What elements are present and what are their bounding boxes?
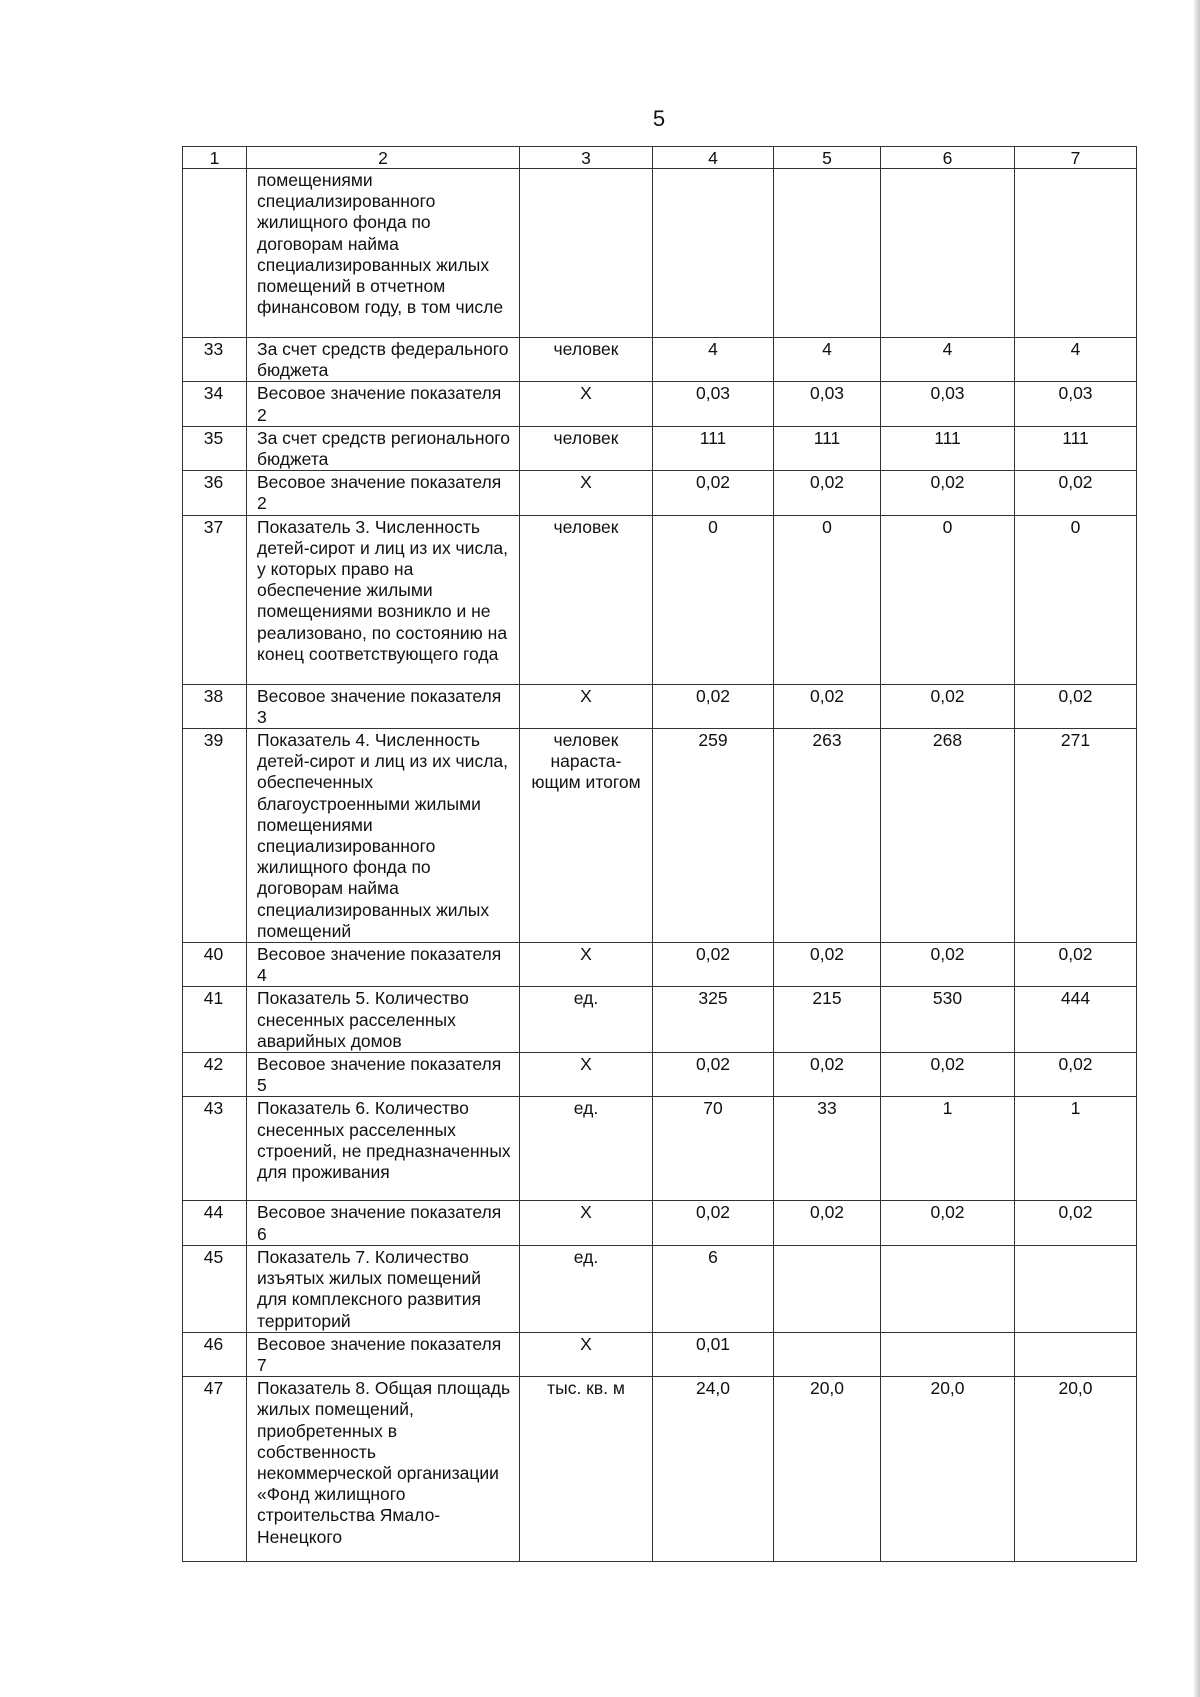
unit-cell: X [520,684,653,728]
value-cell: 0,03 [1015,382,1137,426]
table-header-row [183,147,1137,169]
page-edge-shadow [1194,0,1200,1697]
indicator-name: Весовое значение показателя 4 [247,943,520,987]
value-cell: 325 [653,987,774,1053]
value-cell: 0,02 [881,1201,1015,1245]
value-cell: 0,02 [653,684,774,728]
indicator-name: За счет средств регионального бюджета [247,426,520,470]
row-number [183,169,247,338]
value-cell: 0,02 [774,684,881,728]
unit-cell: ед. [520,1097,653,1201]
value-cell: 0,02 [774,1201,881,1245]
unit-cell: X [520,471,653,515]
header-cell: 3 [520,147,653,169]
table-row [183,1053,1137,1097]
row-number: 35 [183,426,247,470]
table-row [183,426,1137,470]
value-cell: 0,02 [881,684,1015,728]
table-row [183,987,1137,1053]
value-cell: 24,0 [653,1377,774,1562]
unit-cell: человек [520,338,653,382]
value-cell: 6 [653,1245,774,1332]
value-cell: 111 [1015,426,1137,470]
value-cell: 263 [774,729,881,943]
value-cell [774,1332,881,1376]
value-cell: 0,03 [881,382,1015,426]
value-cell: 0,02 [774,943,881,987]
unit-cell: X [520,943,653,987]
table-row [183,1097,1137,1201]
value-cell: 20,0 [881,1377,1015,1562]
indicator-name: Показатель 8. Общая площадь жилых помещений, приобретенных в собственность некоммерческой организации «Фонд жилищного строительства Ямало-Ненецкого [247,1377,520,1562]
value-cell [774,169,881,338]
table-row [183,338,1137,382]
unit-cell: X [520,1053,653,1097]
header-cell: 4 [653,147,774,169]
indicator-name: Весовое значение показателя 3 [247,684,520,728]
value-cell: 0,02 [881,943,1015,987]
value-cell: 0,02 [881,1053,1015,1097]
unit-cell: человек [520,426,653,470]
value-cell: 0,02 [653,471,774,515]
value-cell [881,169,1015,338]
table-row [183,515,1137,684]
value-cell: 0 [1015,515,1137,684]
row-number: 36 [183,471,247,515]
row-number: 42 [183,1053,247,1097]
unit-cell: ед. [520,1245,653,1332]
table-row [183,684,1137,728]
value-cell [1015,169,1137,338]
indicator-name: помещениями специализированного жилищного фонда по договорам найма специализированных жилых помещений в отчетном финансовом году, в том числе [247,169,520,338]
value-cell: 0,02 [1015,1053,1137,1097]
unit-cell: X [520,1332,653,1376]
table-row [183,1245,1137,1332]
value-cell: 0,02 [653,943,774,987]
table-row [183,471,1137,515]
indicator-name: Весовое значение показателя 2 [247,382,520,426]
table-row [183,729,1137,943]
table-row [183,1377,1137,1562]
indicator-name: Весовое значение показателя 6 [247,1201,520,1245]
value-cell [653,169,774,338]
indicator-name: Весовое значение показателя 5 [247,1053,520,1097]
value-cell: 530 [881,987,1015,1053]
row-number: 41 [183,987,247,1053]
row-number: 46 [183,1332,247,1376]
value-cell: 0,02 [653,1053,774,1097]
table-row [183,169,1137,338]
value-cell [881,1245,1015,1332]
value-cell [774,1245,881,1332]
value-cell [881,1332,1015,1376]
value-cell: 259 [653,729,774,943]
value-cell: 271 [1015,729,1137,943]
indicators-table [182,146,1137,1562]
value-cell: 0,01 [653,1332,774,1376]
value-cell: 20,0 [774,1377,881,1562]
value-cell: 0,03 [774,382,881,426]
value-cell: 111 [774,426,881,470]
indicator-name: Показатель 5. Количество снесенных расселенных аварийных домов [247,987,520,1053]
value-cell: 0,02 [1015,943,1137,987]
value-cell: 0,02 [1015,471,1137,515]
value-cell: 0,02 [1015,684,1137,728]
unit-cell: X [520,1201,653,1245]
value-cell: 70 [653,1097,774,1201]
indicator-name: Показатель 3. Численность детей-сирот и лиц из их числа, у которых право на обеспечение жилыми помещениями возникло и не реализовано, по состоянию на конец соответствующего года [247,515,520,684]
value-cell: 0,02 [1015,1201,1137,1245]
indicator-name: Весовое значение показателя 2 [247,471,520,515]
indicator-name: Весовое значение показателя 7 [247,1332,520,1376]
indicator-name: Показатель 4. Численность детей-сирот и лиц из их числа, обеспеченных благоустроенными жилыми помещениями специализированного жилищного фонда по договорам найма специализированных жилых помещений [247,729,520,943]
value-cell: 1 [1015,1097,1137,1201]
header-cell: 1 [183,147,247,169]
value-cell: 444 [1015,987,1137,1053]
value-cell: 111 [881,426,1015,470]
value-cell: 0,02 [881,471,1015,515]
indicator-name: За счет средств федерального бюджета [247,338,520,382]
indicator-name: Показатель 6. Количество снесенных расселенных строений, не предназначенных для проживания [247,1097,520,1201]
unit-cell: человек нараста-ющим итогом [520,729,653,943]
row-number: 45 [183,1245,247,1332]
value-cell [1015,1332,1137,1376]
unit-cell: человек [520,515,653,684]
value-cell: 4 [881,338,1015,382]
row-number: 44 [183,1201,247,1245]
value-cell: 0 [653,515,774,684]
indicator-name: Показатель 7. Количество изъятых жилых помещений для комплексного развития территорий [247,1245,520,1332]
value-cell: 4 [1015,338,1137,382]
unit-cell [520,169,653,338]
value-cell [1015,1245,1137,1332]
table-row [183,1332,1137,1376]
header-cell: 5 [774,147,881,169]
header-cell: 7 [1015,147,1137,169]
value-cell: 0,02 [774,1053,881,1097]
value-cell: 0 [881,515,1015,684]
header-cell: 6 [881,147,1015,169]
value-cell: 0,02 [774,471,881,515]
row-number: 47 [183,1377,247,1562]
unit-cell: тыс. кв. м [520,1377,653,1562]
value-cell: 0 [774,515,881,684]
page-number: 5 [652,106,666,131]
table-row [183,382,1137,426]
table-row [183,1201,1137,1245]
value-cell: 111 [653,426,774,470]
row-number: 37 [183,515,247,684]
value-cell: 4 [653,338,774,382]
value-cell: 33 [774,1097,881,1201]
row-number: 33 [183,338,247,382]
row-number: 40 [183,943,247,987]
header-cell: 2 [247,147,520,169]
value-cell: 0,02 [653,1201,774,1245]
unit-cell: ед. [520,987,653,1053]
row-number: 34 [183,382,247,426]
value-cell: 4 [774,338,881,382]
row-number: 39 [183,729,247,943]
row-number: 43 [183,1097,247,1201]
value-cell: 268 [881,729,1015,943]
row-number: 38 [183,684,247,728]
value-cell: 20,0 [1015,1377,1137,1562]
table-row [183,943,1137,987]
value-cell: 215 [774,987,881,1053]
value-cell: 1 [881,1097,1015,1201]
unit-cell: X [520,382,653,426]
value-cell: 0,03 [653,382,774,426]
